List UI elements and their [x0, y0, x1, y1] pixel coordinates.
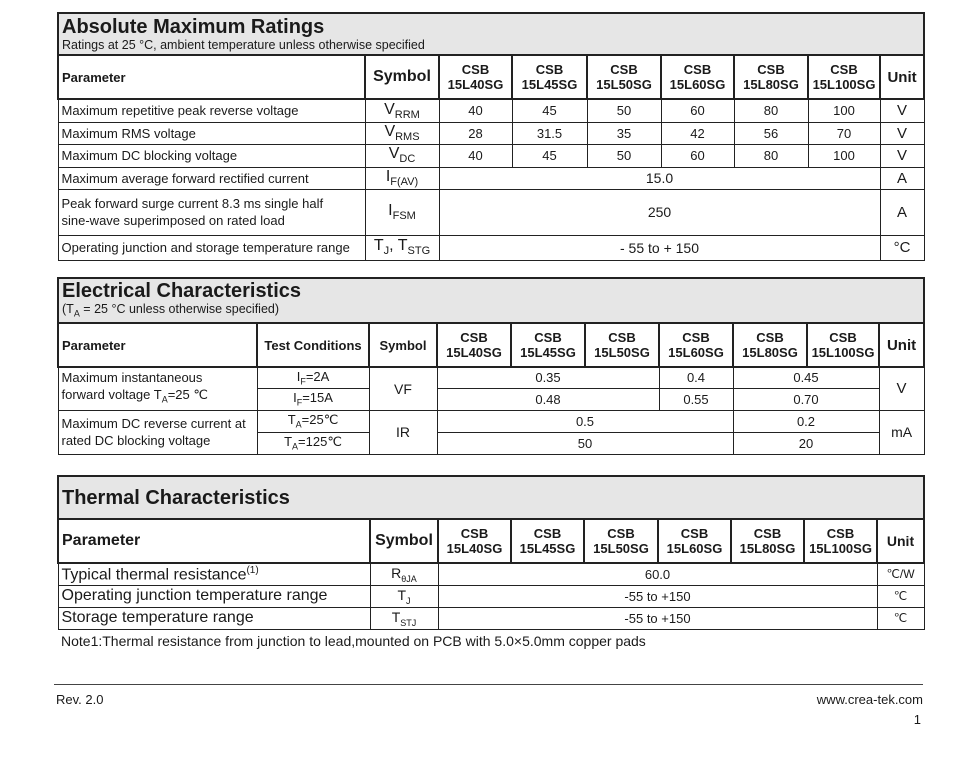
- header-unit: Unit: [879, 323, 924, 367]
- header-unit: Unit: [877, 519, 924, 563]
- header-col-6: CSB 15L100SG: [804, 519, 877, 563]
- header-col-4: CSB 15L60SG: [661, 55, 734, 99]
- section-title: Absolute Maximum Ratings: [62, 15, 325, 38]
- symbol: $I_{FSM}$: [365, 189, 439, 235]
- absolute-maximum-ratings-table: [57, 12, 925, 261]
- symbol: VF: [369, 367, 437, 410]
- header-unit: Unit: [880, 55, 924, 99]
- table-row: Maximum DC reverse current at rated DC blocking voltage $T_A=25℃$ IR 0.5 0.2 mA: [58, 410, 924, 432]
- table-row: Operating junction temperature range $T_J$ -55 to +150 ℃: [58, 585, 924, 607]
- header-col-2: CSB 15L45SG: [512, 55, 587, 99]
- header-col-3: CSB 15L50SG: [585, 323, 659, 367]
- table-row: Storage temperature range $T_{STJ}$ -55 to +150 ℃: [58, 607, 924, 629]
- amr-title-cell: [58, 13, 924, 55]
- header-col-6: CSB 15L100SG: [807, 323, 879, 367]
- table-row: Typical thermal resistance$^{(1)}$ $R_{\theta JA}$ 60.0 ℃/W: [58, 563, 924, 585]
- revision-label: Rev. 2.0: [56, 692, 104, 707]
- header-col-1: CSB 15L40SG: [439, 55, 512, 99]
- section-title: Electrical Characteristics: [62, 279, 302, 302]
- header-col-6: CSB 15L100SG: [808, 55, 880, 99]
- website-link[interactable]: www.crea-tek.com: [816, 692, 923, 707]
- ec-title-cell: [58, 278, 924, 323]
- table-row: Maximum average forward rectified current $I_{F(AV)}$ 15.0 A: [58, 167, 924, 189]
- header-col-5: CSB 15L80SG: [731, 519, 804, 563]
- tc-title-cell: [58, 476, 924, 519]
- header-col-5: CSB 15L80SG: [733, 323, 807, 367]
- footer-divider: [54, 684, 923, 685]
- header-parameter: Parameter: [58, 323, 257, 367]
- thermal-note: Note1:Thermal resistance from junction to lead,mounted on PCB with 5.0×5.0mm copper pads: [61, 633, 646, 649]
- symbol: $T_J$: [370, 585, 438, 607]
- header-col-3: CSB 15L50SG: [584, 519, 658, 563]
- table-row: Operating junction and storage temperature range $T_J$, $T_{STG}$ - 55 to + 150 °C: [58, 235, 924, 260]
- symbol: $T_{STJ}$: [370, 607, 438, 629]
- header-parameter: Parameter: [58, 519, 370, 563]
- header-col-3: CSB 15L50SG: [587, 55, 661, 99]
- symbol: IR: [369, 410, 437, 454]
- symbol: $V_{DC}$: [365, 144, 439, 167]
- symbol: $R_{\theta JA}$: [370, 563, 438, 585]
- header-col-5: CSB 15L80SG: [734, 55, 808, 99]
- section-subtitle: ($T_A = 25$ °C unless otherwise specified): [62, 301, 280, 319]
- section-subtitle: Ratings at 25 °C, ambient temperature unless otherwise specified: [62, 37, 425, 52]
- header-col-2: CSB 15L45SG: [511, 519, 584, 563]
- symbol: $V_{RRM}$: [365, 99, 439, 122]
- header-symbol: Symbol: [370, 519, 438, 563]
- section-title: Thermal Characteristics: [62, 486, 290, 509]
- header-test-conditions: Test Conditions: [257, 323, 369, 367]
- header-col-4: CSB 15L60SG: [658, 519, 731, 563]
- ir-parameter: Maximum DC reverse current at rated DC blocking voltage: [58, 410, 257, 454]
- page-number: 1: [913, 712, 921, 727]
- table-row: Peak forward surge current 8.3 ms single half sine-wave superimposed on rated load $I_{FSM}$ 250 A: [58, 189, 924, 235]
- table-row: Maximum repetitive peak reverse voltage $V_{RRM}$ 40 45 50 60 80 100 V: [58, 99, 924, 122]
- header-col-1: CSB 15L40SG: [437, 323, 511, 367]
- table-row: Maximum instantaneous forward voltage $T_A=25$ ℃ $I_F=2A$ VF 0.35 0.4 0.45 V: [58, 367, 924, 388]
- thermal-characteristics-table: [57, 475, 925, 630]
- symbol: $V_{RMS}$: [365, 122, 439, 144]
- header-col-2: CSB 15L45SG: [511, 323, 585, 367]
- header-symbol: Symbol: [369, 323, 437, 367]
- table-row: Maximum DC blocking voltage $V_{DC}$ 40 45 50 60 80 100 V: [58, 144, 924, 167]
- vf-parameter: Maximum instantaneous forward voltage $T_A=25$ ℃: [58, 367, 257, 410]
- header-col-4: CSB 15L60SG: [659, 323, 733, 367]
- table-row: $T_A=125℃$ 50 20: [58, 432, 924, 454]
- table-row: $I_F=15A$ 0.48 0.55 0.70: [58, 388, 924, 410]
- table-row: Maximum RMS voltage $V_{RMS}$ 28 31.5 35 42 56 70 V: [58, 122, 924, 144]
- header-symbol: Symbol: [365, 55, 439, 99]
- header-parameter: Parameter: [58, 55, 365, 99]
- symbol: $T_J$, $T_{STG}$: [365, 235, 439, 260]
- header-col-1: CSB 15L40SG: [438, 519, 511, 563]
- symbol: $I_{F(AV)}$: [365, 167, 439, 189]
- electrical-characteristics-table: [57, 277, 925, 455]
